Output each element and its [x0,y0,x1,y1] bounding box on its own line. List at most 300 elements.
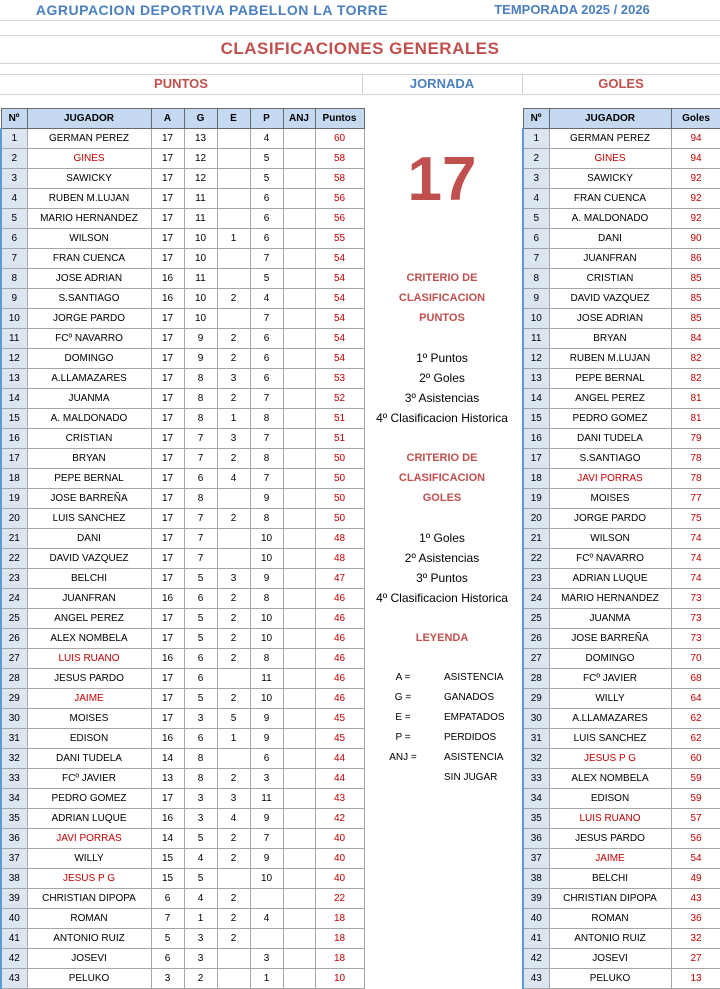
anj-cell [283,969,315,989]
asistencias-cell: 17 [151,789,184,809]
anj-cell [283,229,315,249]
anj-cell [283,609,315,629]
perdidos-cell: 3 [250,769,283,789]
points-row [1,409,364,429]
criteria-goals-item: 4º Clasificacion Historica [376,591,508,605]
puntos-cell: 54 [315,249,364,269]
player-name-cell: JESUS PARDO [27,669,151,689]
goles-cell: 90 [671,229,720,249]
points-row [1,909,364,929]
goles-cell: 13 [671,969,720,989]
player-name-cell: ADRIAN LUQUE [27,809,151,829]
goals-rank-cell: 21 [523,529,549,549]
anj-cell [283,869,315,889]
perdidos-cell: 4 [250,129,283,149]
rank-cell: 35 [1,809,27,829]
puntos-cell: 46 [315,669,364,689]
legend-item [362,708,522,728]
ganados-cell: 8 [184,389,217,409]
empatados-cell: 1 [217,409,250,429]
goles-cell: 49 [671,869,720,889]
points-row [1,629,364,649]
goals-rank-cell: 16 [523,429,549,449]
perdidos-cell: 4 [250,909,283,929]
legend-item [362,688,522,708]
asistencias-cell: 14 [151,829,184,849]
goals-player-name-cell: BELCHI [549,869,671,889]
goals-row [523,309,720,329]
ganados-cell: 3 [184,949,217,969]
puntos-cell: 52 [315,389,364,409]
goals-rank-cell: 15 [523,409,549,429]
ganados-cell: 6 [184,669,217,689]
asistencias-cell: 14 [151,749,184,769]
puntos-cell: 46 [315,589,364,609]
player-name-cell: DANI [27,529,151,549]
anj-cell [283,469,315,489]
goals-player-name-cell: RUBEN M.LUJAN [549,349,671,369]
goals-rank-cell: 18 [523,469,549,489]
asistencias-cell: 16 [151,269,184,289]
puntos-cell: 58 [315,169,364,189]
rank-cell: 4 [1,189,27,209]
goals-player-name-cell: WILLY [549,689,671,709]
goals-rank-cell: 12 [523,349,549,369]
puntos-cell: 10 [315,969,364,989]
criteria-points-item: 3º Asistencias [404,391,480,405]
puntos-cell: 40 [315,849,364,869]
anj-cell [283,389,315,409]
legend-title: LEYENDA [415,632,469,644]
puntos-cell: 50 [315,469,364,489]
asistencias-cell: 17 [151,229,184,249]
empatados-cell: 2 [217,629,250,649]
player-name-cell: A. MALDONADO [27,409,151,429]
perdidos-cell: 6 [250,369,283,389]
puntos-cell: 18 [315,949,364,969]
perdidos-cell: 7 [250,249,283,269]
anj-cell [283,549,315,569]
rank-cell: 19 [1,489,27,509]
ganados-cell: 7 [184,549,217,569]
empatados-cell: 2 [217,589,250,609]
goals-player-name-cell: FCº NAVARRO [549,549,671,569]
goals-rank-cell: 33 [523,769,549,789]
goals-row [523,789,720,809]
puntos-cell: 60 [315,129,364,149]
legend-item [362,728,522,748]
player-name-cell: PEDRO GOMEZ [27,789,151,809]
goals-player-name-cell: JOSEVI [549,949,671,969]
goals-player-name-cell: BRYAN [549,329,671,349]
puntos-cell: 47 [315,569,364,589]
points-row [1,689,364,709]
player-name-cell: DOMINGO [27,349,151,369]
player-name-cell: FRAN CUENCA [27,249,151,269]
empatados-cell: 4 [217,809,250,829]
puntos-cell: 46 [315,689,364,709]
goals-row [523,729,720,749]
rank-cell: 40 [1,909,27,929]
ganados-cell: 5 [184,869,217,889]
goals-rank-cell: 38 [523,869,549,889]
goles-cell: 73 [671,609,720,629]
anj-cell [283,409,315,429]
goles-cell: 82 [671,349,720,369]
asistencias-cell: 6 [151,889,184,909]
rank-cell: 13 [1,369,27,389]
asistencias-cell: 7 [151,909,184,929]
rank-cell: 17 [1,449,27,469]
criteria-goals-list [362,528,522,608]
empatados-cell [217,749,250,769]
asistencias-cell: 16 [151,589,184,609]
player-name-cell: ANGEL PEREZ [27,609,151,629]
goals-row [523,829,720,849]
puntos-cell: 54 [315,349,364,369]
empatados-cell [217,529,250,549]
rank-cell: 43 [1,969,27,989]
points-row [1,269,364,289]
legend-value: EMPATADOS [444,712,505,723]
player-name-cell: WILLY [27,849,151,869]
asistencias-cell: 16 [151,809,184,829]
perdidos-cell: 10 [250,869,283,889]
goals-player-name-cell: ANTONIO RUIZ [549,929,671,949]
player-name-cell: DANI TUDELA [27,749,151,769]
points-row [1,969,364,989]
puntos-cell: 56 [315,189,364,209]
legend-item [362,748,522,768]
anj-cell [283,129,315,149]
perdidos-cell: 7 [250,429,283,449]
player-name-cell: DAVID VAZQUEZ [27,549,151,569]
legend-key: A = [395,672,411,683]
goles-cell: 57 [671,809,720,829]
goals-player-name-cell: JORGE PARDO [549,509,671,529]
rank-cell: 11 [1,329,27,349]
empatados-cell [217,309,250,329]
player-name-cell: FCº NAVARRO [27,329,151,349]
asistencias-cell: 17 [151,529,184,549]
col-header-g: G [184,109,217,129]
player-name-cell: MARIO HERNANDEZ [27,209,151,229]
anj-cell [283,709,315,729]
points-row [1,249,364,269]
asistencias-cell: 5 [151,929,184,949]
points-row [1,569,364,589]
goals-row [523,369,720,389]
goles-cell: 74 [671,529,720,549]
goles-cell: 77 [671,489,720,509]
goles-cell: 92 [671,209,720,229]
points-table [0,108,365,989]
goals-player-name-cell: ADRIAN LUQUE [549,569,671,589]
goals-rank-cell: 14 [523,389,549,409]
anj-cell [283,209,315,229]
player-name-cell: MOISES [27,709,151,729]
goals-rank-cell: 6 [523,229,549,249]
perdidos-cell: 6 [250,189,283,209]
goles-cell: 78 [671,469,720,489]
player-name-cell: RUBEN M.LUJAN [27,189,151,209]
empatados-cell [217,269,250,289]
goals-rank-cell: 41 [523,929,549,949]
criteria-goals-item: 1º Goles [419,531,465,545]
goles-cell: 59 [671,769,720,789]
criteria-points-line-2: CLASIFICACION [398,292,486,304]
points-row [1,389,364,409]
goals-rank-cell: 34 [523,789,549,809]
points-row [1,769,364,789]
legend-value: SIN JUGAR [444,772,498,783]
anj-cell [283,429,315,449]
anj-cell [283,329,315,349]
empatados-cell [217,249,250,269]
perdidos-cell: 9 [250,849,283,869]
perdidos-cell: 8 [250,449,283,469]
asistencias-cell: 17 [151,569,184,589]
goals-row [523,269,720,289]
anj-cell [283,289,315,309]
perdidos-cell: 10 [250,629,283,649]
goles-cell: 84 [671,329,720,349]
goals-row [523,509,720,529]
puntos-cell: 18 [315,909,364,929]
puntos-cell: 48 [315,549,364,569]
rank-cell: 18 [1,469,27,489]
rank-cell: 21 [1,529,27,549]
asistencias-cell: 17 [151,689,184,709]
goals-row [523,809,720,829]
goals-rank-cell: 10 [523,309,549,329]
puntos-cell: 40 [315,829,364,849]
criteria-points-line-3: PUNTOS [419,312,465,324]
perdidos-cell: 8 [250,409,283,429]
rank-cell: 22 [1,549,27,569]
anj-cell [283,149,315,169]
legend-value: ASISTENCIA [444,752,504,763]
ganados-cell: 6 [184,729,217,749]
goals-player-name-cell: PEPE BERNAL [549,369,671,389]
goles-cell: 27 [671,949,720,969]
goles-cell: 32 [671,929,720,949]
goals-row [523,389,720,409]
asistencias-cell: 17 [151,629,184,649]
col-header-a: A [151,109,184,129]
player-name-cell: BRYAN [27,449,151,469]
ganados-cell: 10 [184,289,217,309]
legend-value: PERDIDOS [444,732,497,743]
rank-cell: 34 [1,789,27,809]
goals-rank-cell: 30 [523,709,549,729]
asistencias-cell: 17 [151,429,184,449]
perdidos-cell: 8 [250,509,283,529]
anj-cell [283,689,315,709]
points-row [1,449,364,469]
points-row [1,209,364,229]
ganados-cell: 3 [184,929,217,949]
ganados-cell: 5 [184,609,217,629]
goles-cell: 85 [671,289,720,309]
empatados-cell: 2 [217,509,250,529]
player-name-cell: JUANFRAN [27,589,151,609]
rank-cell: 38 [1,869,27,889]
asistencias-cell: 17 [151,549,184,569]
asistencias-cell: 17 [151,709,184,729]
asistencias-cell: 17 [151,329,184,349]
goals-row [523,889,720,909]
empatados-cell: 3 [217,569,250,589]
empatados-cell [217,169,250,189]
empatados-cell [217,549,250,569]
asistencias-cell: 17 [151,209,184,229]
goals-row [523,449,720,469]
points-row [1,429,364,449]
empatados-cell: 2 [217,769,250,789]
goals-player-name-cell: CHRISTIAN DIPOPA [549,889,671,909]
player-name-cell: PELUKO [27,969,151,989]
criteria-goals-title [362,448,522,508]
col-header-e: E [217,109,250,129]
goals-player-name-cell: EDISON [549,789,671,809]
perdidos-cell: 6 [250,229,283,249]
ganados-cell: 11 [184,209,217,229]
rank-cell: 1 [1,129,27,149]
goals-player-name-cell: GINES [549,149,671,169]
anj-cell [283,629,315,649]
goals-row [523,709,720,729]
points-row [1,929,364,949]
goles-cell: 54 [671,849,720,869]
ganados-cell: 11 [184,269,217,289]
rank-cell: 9 [1,289,27,309]
asistencias-cell: 17 [151,469,184,489]
ganados-cell: 9 [184,329,217,349]
empatados-cell: 1 [217,729,250,749]
section-jornada: JORNADA [409,76,475,91]
goals-player-name-cell: DANI [549,229,671,249]
col-header-jugador: JUGADOR [27,109,151,129]
player-name-cell: A.LLAMAZARES [27,369,151,389]
empatados-cell: 2 [217,829,250,849]
anj-cell [283,569,315,589]
goles-cell: 36 [671,909,720,929]
ganados-cell: 12 [184,149,217,169]
ganados-cell: 10 [184,309,217,329]
empatados-cell [217,209,250,229]
player-name-cell: JAIME [27,689,151,709]
points-row [1,549,364,569]
ganados-cell: 4 [184,889,217,909]
goals-rank-cell: 26 [523,629,549,649]
puntos-cell: 51 [315,429,364,449]
ganados-cell: 6 [184,469,217,489]
rank-cell: 30 [1,709,27,729]
goals-rank-cell: 25 [523,609,549,629]
points-row [1,369,364,389]
asistencias-cell: 13 [151,769,184,789]
goals-rank-cell: 22 [523,549,549,569]
rank-cell: 5 [1,209,27,229]
puntos-cell: 42 [315,809,364,829]
ganados-cell: 10 [184,229,217,249]
points-row [1,469,364,489]
rank-cell: 33 [1,769,27,789]
asistencias-cell: 3 [151,969,184,989]
anj-cell [283,949,315,969]
legend-key: G = [394,692,412,703]
goals-rank-cell: 4 [523,189,549,209]
goles-cell: 86 [671,249,720,269]
empatados-cell: 3 [217,429,250,449]
goals-row [523,569,720,589]
asistencias-cell: 17 [151,509,184,529]
ganados-cell: 8 [184,409,217,429]
empatados-cell: 2 [217,929,250,949]
perdidos-cell: 5 [250,269,283,289]
puntos-cell: 18 [315,929,364,949]
goals-rank-cell: 24 [523,589,549,609]
empatados-cell: 2 [217,889,250,909]
perdidos-cell [250,889,283,909]
rank-cell: 42 [1,949,27,969]
goles-cell: 74 [671,569,720,589]
goles-cell: 85 [671,309,720,329]
rank-cell: 8 [1,269,27,289]
goals-row [523,489,720,509]
legend-key: P = [395,732,411,743]
col-header-anj: ANJ [283,109,315,129]
goals-rank-cell: 27 [523,649,549,669]
points-row [1,609,364,629]
goals-rank-cell: 28 [523,669,549,689]
goals-rank-cell: 39 [523,889,549,909]
empatados-cell: 2 [217,289,250,309]
section-goles: GOLES [598,76,644,91]
player-name-cell: CRISTIAN [27,429,151,449]
ganados-cell: 7 [184,449,217,469]
goals-player-name-cell: ANGEL PEREZ [549,389,671,409]
puntos-cell: 44 [315,769,364,789]
empatados-cell: 1 [217,229,250,249]
ganados-cell: 8 [184,749,217,769]
goals-player-name-cell: JOSE BARREÑA [549,629,671,649]
season-label: TEMPORADA 2025 / 2026 [494,2,650,17]
goles-cell: 64 [671,689,720,709]
points-row [1,749,364,769]
goles-cell: 59 [671,789,720,809]
anj-cell [283,529,315,549]
puntos-cell: 45 [315,709,364,729]
goals-rank-cell: 43 [523,969,549,989]
empatados-cell: 3 [217,369,250,389]
empatados-cell [217,969,250,989]
ganados-cell: 8 [184,769,217,789]
rank-cell: 3 [1,169,27,189]
goles-cell: 68 [671,669,720,689]
player-name-cell: BELCHI [27,569,151,589]
goals-rank-cell: 13 [523,369,549,389]
asistencias-cell: 17 [151,409,184,429]
goals-player-name-cell: FRAN CUENCA [549,189,671,209]
legend-key [362,768,444,788]
goals-player-name-cell: LUIS RUANO [549,809,671,829]
empatados-cell [217,949,250,969]
perdidos-cell: 5 [250,149,283,169]
empatados-cell: 2 [217,349,250,369]
goals-player-name-cell: JAVI PORRAS [549,469,671,489]
